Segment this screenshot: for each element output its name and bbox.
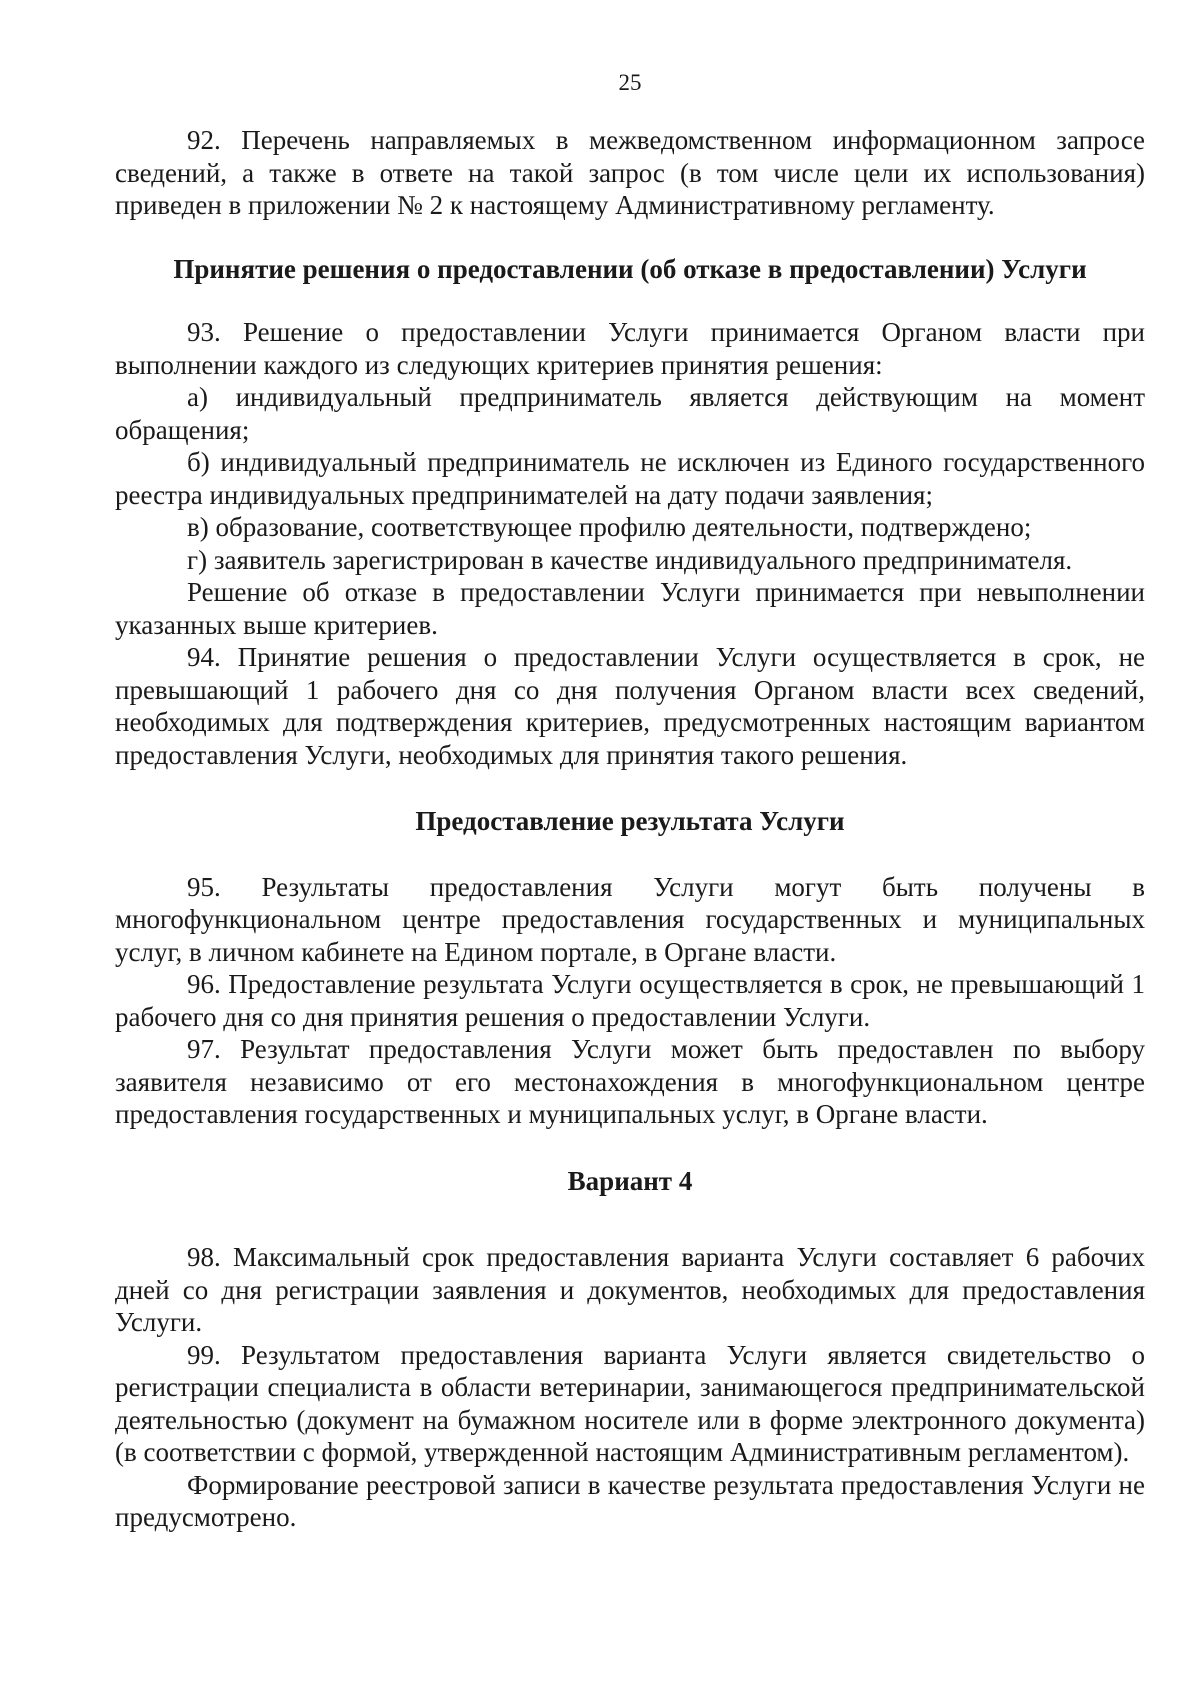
paragraph-97: 97. Результат предоставления Услуги может быть предоставлен по выбору заявителя независимо от его местонахождения в многофункциональном центре предоставления государственных и муниципальных услуг, в Органе власти. <box>115 1034 1145 1129</box>
paragraph-92: 92. Перечень направляемых в межведомственном информационном запросе сведений, а также в ответе на такой запрос (в том числе цели их использования) приведен в приложении № 2 к настоящему Административному регламенту. <box>115 125 1145 220</box>
paragraph-94: 94. Принятие решения о предоставлении Услуги осуществляется в срок, не превышающий 1 рабочего дня со дня получения Органом власти всех сведений, необходимых для подтверждения критериев, предусмотренных настоящим вариантом предоставления Услуги, необходимых для принятия такого решения. <box>115 642 1145 770</box>
paragraph-99: 99. Результатом предоставления варианта Услуги является свидетельство о регистрации специалиста в области ветеринарии, занимающегося предпринимательской деятельностью (документ на бумажном носителе или в форме электронного документа) (в соответствии с формой, утвержденной настоящим Административным регламентом). <box>115 1339 1145 1467</box>
paragraph-99-registry: Формирование реестровой записи в качестве результата предоставления Услуги не предусмотрено. <box>115 1469 1145 1532</box>
section-heading-variant-4: Вариант 4 <box>567 1165 693 1196</box>
paragraph-93-item-g: г) заявитель зарегистрирован в качестве индивидуального предпринимателя. <box>187 544 1073 575</box>
paragraph-98: 98. Максимальный срок предоставления варианта Услуги составляет 6 рабочих дней со дня регистрации заявления и документов, необходимых для предоставления Услуги. <box>115 1242 1145 1337</box>
paragraph-93-item-v: в) образование, соответствующее профилю деятельности, подтверждено; <box>187 512 1032 542</box>
paragraph-93: 93. Решение о предоставлении Услуги принимается Органом власти при выполнении каждого из следующих критериев принятия решения: <box>115 317 1145 380</box>
paragraph-96: 96. Предоставление результата Услуги осуществляется в срок, не превышающий 1 рабочего дня со дня принятия решения о предоставлении Услуги. <box>115 969 1145 1032</box>
page-number: 25 <box>618 70 642 95</box>
paragraph-95: 95. Результаты предоставления Услуги могут быть получены в многофункциональном центре предоставления государственных и муниципальных услуг, в личном кабинете на Едином портале, в Органе власти. <box>115 871 1145 967</box>
section-heading-decision: Принятие решения о предоставлении (об отказе в предоставлении) Услуги <box>173 253 1087 284</box>
paragraph-93-item-a: а) индивидуальный предприниматель является действующим на момент обращения; <box>115 382 1145 445</box>
document-body <box>115 124 1145 1534</box>
paragraph-93-refusal: Решение об отказе в предоставлении Услуги принимается при невыполнении указанных выше критериев. <box>115 577 1145 640</box>
section-heading-result: Предоставление результата Услуги <box>415 806 845 836</box>
paragraph-93-item-b: б) индивидуальный предприниматель не исключен из Единого государственного реестра индивидуальных предпринимателей на дату подачи заявления; <box>115 447 1145 510</box>
